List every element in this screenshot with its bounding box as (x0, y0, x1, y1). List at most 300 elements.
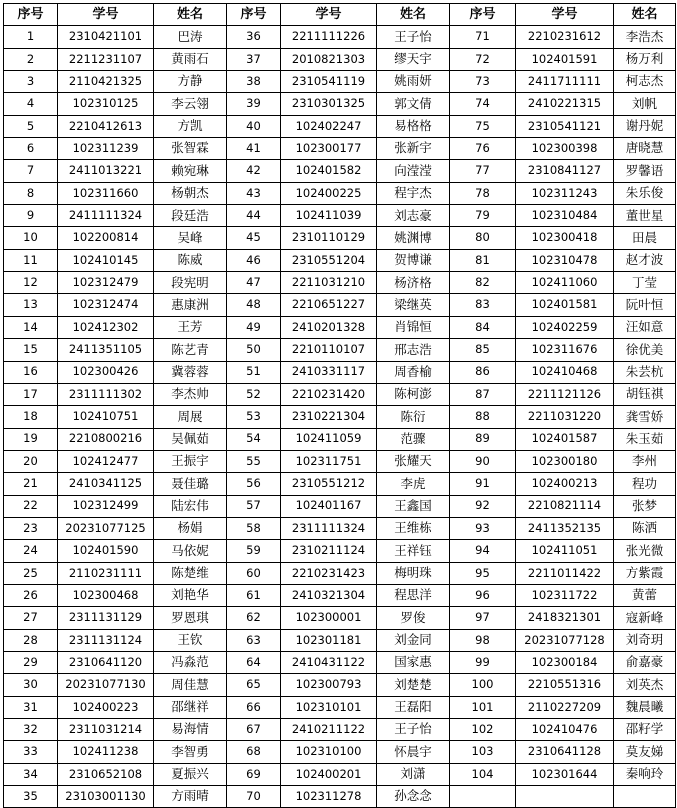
name-cell: 李杰帅 (154, 383, 227, 405)
student-id-cell: 102300793 (281, 674, 377, 696)
student-id-cell: 102311676 (516, 339, 614, 361)
name-cell: 向滢滢 (377, 160, 450, 182)
student-id-cell: 2311111324 (281, 517, 377, 539)
student-id-cell: 102312474 (58, 294, 154, 316)
name-cell: 易海情 (154, 719, 227, 741)
name-cell: 聂佳璐 (154, 473, 227, 495)
student-id-cell: 2411352135 (516, 517, 614, 539)
name-cell: 梅明珠 (377, 562, 450, 584)
seq-cell: 81 (450, 249, 516, 271)
student-id-cell: 2210651227 (281, 294, 377, 316)
student-id-cell: 102300418 (516, 227, 614, 249)
student-id-cell: 102410145 (58, 249, 154, 271)
seq-cell: 46 (227, 249, 281, 271)
seq-cell: 68 (227, 741, 281, 763)
student-id-cell: 102311243 (516, 182, 614, 204)
seq-cell: 24 (4, 540, 58, 562)
name-cell: 王磊阳 (377, 696, 450, 718)
name-cell: 阮叶恒 (614, 294, 676, 316)
seq-cell: 86 (450, 361, 516, 383)
seq-cell: 20 (4, 450, 58, 472)
name-cell: 张梦 (614, 495, 676, 517)
name-cell: 龚雪娇 (614, 406, 676, 428)
seq-cell: 85 (450, 339, 516, 361)
seq-cell: 62 (227, 607, 281, 629)
seq-cell: 52 (227, 383, 281, 405)
student-id-cell: 2210231423 (281, 562, 377, 584)
seq-cell: 104 (450, 763, 516, 785)
student-id-cell: 2410201328 (281, 316, 377, 338)
name-cell: 邵继祥 (154, 696, 227, 718)
name-cell: 郭文倩 (377, 93, 450, 115)
student-id-cell: 20231077128 (516, 629, 614, 651)
student-id-cell: 2310211124 (281, 540, 377, 562)
name-cell: 杨济格 (377, 272, 450, 294)
name-cell: 段廷浩 (154, 205, 227, 227)
seq-cell: 96 (450, 584, 516, 606)
name-cell: 国家惠 (377, 651, 450, 673)
seq-cell: 92 (450, 495, 516, 517)
student-id-cell: 2210231420 (281, 383, 377, 405)
student-id-cell: 2211231107 (58, 48, 154, 70)
name-cell: 冀蓉蓉 (154, 361, 227, 383)
student-id-cell: 2310221304 (281, 406, 377, 428)
table-row (4, 138, 676, 160)
student-id-cell: 2311131124 (58, 629, 154, 651)
student-id-cell: 2410331117 (281, 361, 377, 383)
name-cell: 王钦 (154, 629, 227, 651)
header-seq-group-2: 序号 (227, 4, 281, 26)
seq-cell: 73 (450, 71, 516, 93)
seq-cell: 67 (227, 719, 281, 741)
name-cell: 赵才波 (614, 249, 676, 271)
name-cell: 王子怡 (377, 719, 450, 741)
seq-cell: 44 (227, 205, 281, 227)
student-id-cell: 102412302 (58, 316, 154, 338)
name-cell: 朱芸杭 (614, 361, 676, 383)
name-cell: 寇新峰 (614, 607, 676, 629)
student-id-cell: 102411051 (516, 540, 614, 562)
student-id-cell: 2211011422 (516, 562, 614, 584)
name-cell: 唐晓慧 (614, 138, 676, 160)
name-cell: 王子怡 (377, 26, 450, 48)
name-cell: 陈洒 (614, 517, 676, 539)
seq-cell: 90 (450, 450, 516, 472)
table-row (4, 182, 676, 204)
name-cell: 董世星 (614, 205, 676, 227)
seq-cell: 64 (227, 651, 281, 673)
name-cell: 周香榆 (377, 361, 450, 383)
name-cell: 段宪明 (154, 272, 227, 294)
name-cell: 王振宇 (154, 450, 227, 472)
student-id-cell: 2310641120 (58, 651, 154, 673)
student-id-cell: 102400223 (58, 696, 154, 718)
name-cell: 方紫霞 (614, 562, 676, 584)
name-cell: 肖锦恒 (377, 316, 450, 338)
seq-cell: 59 (227, 540, 281, 562)
table-row (4, 361, 676, 383)
student-id-cell: 102200814 (58, 227, 154, 249)
seq-cell: 25 (4, 562, 58, 584)
name-cell: 方凯 (154, 115, 227, 137)
table-row (4, 227, 676, 249)
seq-cell: 13 (4, 294, 58, 316)
seq-cell: 40 (227, 115, 281, 137)
seq-cell: 101 (450, 696, 516, 718)
student-id-cell: 102311722 (516, 584, 614, 606)
student-id-cell: 102402259 (516, 316, 614, 338)
student-id-cell: 102411238 (58, 741, 154, 763)
seq-cell: 41 (227, 138, 281, 160)
seq-cell: 2 (4, 48, 58, 70)
student-id-cell: 102300184 (516, 651, 614, 673)
student-id-cell: 2311131129 (58, 607, 154, 629)
table-row (4, 450, 676, 472)
header-name-group-1: 姓名 (154, 4, 227, 26)
name-cell: 夏振兴 (154, 763, 227, 785)
seq-cell: 75 (450, 115, 516, 137)
name-cell: 孙念念 (377, 786, 450, 808)
student-id-cell: 2410341125 (58, 473, 154, 495)
name-cell: 秦响玲 (614, 763, 676, 785)
student-id-cell: 2410211122 (281, 719, 377, 741)
seq-cell: 100 (450, 674, 516, 696)
seq-cell: 36 (227, 26, 281, 48)
student-id-cell: 102310478 (516, 249, 614, 271)
name-cell: 刘金同 (377, 629, 450, 651)
table-row (4, 93, 676, 115)
seq-cell: 47 (227, 272, 281, 294)
student-id-cell: 2210110107 (281, 339, 377, 361)
name-cell: 梁继英 (377, 294, 450, 316)
seq-cell: 72 (450, 48, 516, 70)
seq-cell: 76 (450, 138, 516, 160)
name-cell: 黄雨石 (154, 48, 227, 70)
seq-cell: 77 (450, 160, 516, 182)
seq-cell: 93 (450, 517, 516, 539)
seq-cell: 99 (450, 651, 516, 673)
name-cell: 陈楚维 (154, 562, 227, 584)
table-row (4, 406, 676, 428)
seq-cell: 80 (450, 227, 516, 249)
name-cell: 贺博谦 (377, 249, 450, 271)
student-id-cell: 102312479 (58, 272, 154, 294)
name-cell: 俞嘉豪 (614, 651, 676, 673)
student-id-cell: 2310551204 (281, 249, 377, 271)
student-id-cell (516, 786, 614, 808)
seq-cell: 97 (450, 607, 516, 629)
student-id-cell: 102400225 (281, 182, 377, 204)
header-student-id-group-2: 学号 (281, 4, 377, 26)
student-id-cell: 102310101 (281, 696, 377, 718)
student-id-cell: 102401587 (516, 428, 614, 450)
student-id-cell: 2210800216 (58, 428, 154, 450)
seq-cell: 60 (227, 562, 281, 584)
table-row (4, 272, 676, 294)
seq-cell (450, 786, 516, 808)
student-id-cell: 2210551316 (516, 674, 614, 696)
student-id-cell: 102410476 (516, 719, 614, 741)
student-id-cell: 2311031214 (58, 719, 154, 741)
name-cell: 邵籽学 (614, 719, 676, 741)
student-id-cell: 102310484 (516, 205, 614, 227)
student-id-cell: 2010821303 (281, 48, 377, 70)
roster-table-wrapper (3, 3, 676, 808)
student-id-cell: 102402247 (281, 115, 377, 137)
name-cell: 罗馨语 (614, 160, 676, 182)
seq-cell: 29 (4, 651, 58, 673)
name-cell: 谢丹妮 (614, 115, 676, 137)
seq-cell: 7 (4, 160, 58, 182)
seq-cell: 21 (4, 473, 58, 495)
student-id-cell: 102411039 (281, 205, 377, 227)
seq-cell: 32 (4, 719, 58, 741)
seq-cell: 58 (227, 517, 281, 539)
name-cell: 魏晨曦 (614, 696, 676, 718)
name-cell: 吴佩茹 (154, 428, 227, 450)
name-cell: 刘艳华 (154, 584, 227, 606)
name-cell: 王鑫国 (377, 495, 450, 517)
name-cell: 方静 (154, 71, 227, 93)
name-cell: 张新宇 (377, 138, 450, 160)
table-row (4, 294, 676, 316)
header-student-id-group-3: 学号 (516, 4, 614, 26)
table-row (4, 696, 676, 718)
student-id-cell: 2310421101 (58, 26, 154, 48)
table-row (4, 651, 676, 673)
name-cell: 陈衍 (377, 406, 450, 428)
student-id-cell: 102301644 (516, 763, 614, 785)
name-cell: 张智霖 (154, 138, 227, 160)
seq-cell: 15 (4, 339, 58, 361)
seq-cell: 82 (450, 272, 516, 294)
seq-cell: 54 (227, 428, 281, 450)
student-id-cell: 102300468 (58, 584, 154, 606)
seq-cell: 103 (450, 741, 516, 763)
name-cell: 田晨 (614, 227, 676, 249)
seq-cell: 6 (4, 138, 58, 160)
seq-cell: 91 (450, 473, 516, 495)
name-cell: 李州 (614, 450, 676, 472)
student-id-cell: 2310541119 (281, 71, 377, 93)
name-cell: 程功 (614, 473, 676, 495)
seq-cell: 87 (450, 383, 516, 405)
table-header-row (4, 4, 676, 26)
student-id-cell: 2310652108 (58, 763, 154, 785)
student-id-cell: 102400213 (516, 473, 614, 495)
name-cell: 朱乐俊 (614, 182, 676, 204)
student-id-cell: 102300177 (281, 138, 377, 160)
seq-cell: 12 (4, 272, 58, 294)
student-id-cell: 2310301325 (281, 93, 377, 115)
table-row (4, 26, 676, 48)
table-row (4, 741, 676, 763)
seq-cell: 71 (450, 26, 516, 48)
name-cell: 陈艺青 (154, 339, 227, 361)
table-row (4, 428, 676, 450)
seq-cell: 4 (4, 93, 58, 115)
student-id-cell: 102311278 (281, 786, 377, 808)
student-id-cell: 2418321301 (516, 607, 614, 629)
seq-cell: 50 (227, 339, 281, 361)
student-id-cell: 2410431122 (281, 651, 377, 673)
student-id-cell: 102300001 (281, 607, 377, 629)
name-cell: 张光微 (614, 540, 676, 562)
student-id-cell: 2310641128 (516, 741, 614, 763)
table-row (4, 473, 676, 495)
student-id-cell: 2310110129 (281, 227, 377, 249)
name-cell (614, 786, 676, 808)
seq-cell: 43 (227, 182, 281, 204)
name-cell: 杨万利 (614, 48, 676, 70)
student-id-cell: 102312499 (58, 495, 154, 517)
student-id-cell: 102300180 (516, 450, 614, 472)
table-row (4, 115, 676, 137)
student-id-cell: 2411351105 (58, 339, 154, 361)
student-id-cell: 2210821114 (516, 495, 614, 517)
name-cell: 李智勇 (154, 741, 227, 763)
student-id-cell: 102310100 (281, 741, 377, 763)
name-cell: 陆宏伟 (154, 495, 227, 517)
table-row (4, 316, 676, 338)
seq-cell: 38 (227, 71, 281, 93)
name-cell: 怀晨宇 (377, 741, 450, 763)
seq-cell: 14 (4, 316, 58, 338)
seq-cell: 22 (4, 495, 58, 517)
name-cell: 丁莹 (614, 272, 676, 294)
name-cell: 周佳慧 (154, 674, 227, 696)
name-cell: 巴涛 (154, 26, 227, 48)
student-id-cell: 102311751 (281, 450, 377, 472)
seq-cell: 11 (4, 249, 58, 271)
seq-cell: 1 (4, 26, 58, 48)
name-cell: 王芳 (154, 316, 227, 338)
student-roster-table (3, 3, 676, 808)
seq-cell: 57 (227, 495, 281, 517)
seq-cell: 94 (450, 540, 516, 562)
table-row (4, 674, 676, 696)
seq-cell: 102 (450, 719, 516, 741)
name-cell: 陈柯澎 (377, 383, 450, 405)
seq-cell: 95 (450, 562, 516, 584)
seq-cell: 53 (227, 406, 281, 428)
student-id-cell: 20231077130 (58, 674, 154, 696)
table-row (4, 71, 676, 93)
name-cell: 刘英杰 (614, 674, 676, 696)
table-row (4, 383, 676, 405)
header-name-group-2: 姓名 (377, 4, 450, 26)
name-cell: 吴峰 (154, 227, 227, 249)
name-cell: 陈威 (154, 249, 227, 271)
seq-cell: 3 (4, 71, 58, 93)
student-id-cell: 2211121126 (516, 383, 614, 405)
seq-cell: 28 (4, 629, 58, 651)
seq-cell: 98 (450, 629, 516, 651)
header-student-id-group-1: 学号 (58, 4, 154, 26)
seq-cell: 39 (227, 93, 281, 115)
student-id-cell: 102300426 (58, 361, 154, 383)
seq-cell: 10 (4, 227, 58, 249)
name-cell: 胡钰祺 (614, 383, 676, 405)
student-id-cell: 2410221315 (516, 93, 614, 115)
table-row (4, 48, 676, 70)
seq-cell: 65 (227, 674, 281, 696)
table-row (4, 339, 676, 361)
student-id-cell: 102301181 (281, 629, 377, 651)
header-seq-group-3: 序号 (450, 4, 516, 26)
student-id-cell: 102310125 (58, 93, 154, 115)
table-row (4, 607, 676, 629)
seq-cell: 88 (450, 406, 516, 428)
name-cell: 易格格 (377, 115, 450, 137)
student-id-cell: 2110227209 (516, 696, 614, 718)
student-id-cell: 102411060 (516, 272, 614, 294)
header-name-group-3: 姓名 (614, 4, 676, 26)
name-cell: 惠康洲 (154, 294, 227, 316)
seq-cell: 19 (4, 428, 58, 450)
name-cell: 柯志杰 (614, 71, 676, 93)
student-id-cell: 2310541121 (516, 115, 614, 137)
student-id-cell: 2210412613 (58, 115, 154, 137)
student-id-cell: 102311660 (58, 182, 154, 204)
seq-cell: 18 (4, 406, 58, 428)
student-id-cell: 2411711111 (516, 71, 614, 93)
table-row (4, 584, 676, 606)
seq-cell: 55 (227, 450, 281, 472)
seq-cell: 61 (227, 584, 281, 606)
table-row (4, 495, 676, 517)
name-cell: 马依妮 (154, 540, 227, 562)
student-id-cell: 102400201 (281, 763, 377, 785)
name-cell: 李云翎 (154, 93, 227, 115)
student-id-cell: 2411013221 (58, 160, 154, 182)
table-row (4, 160, 676, 182)
seq-cell: 5 (4, 115, 58, 137)
name-cell: 刘潇 (377, 763, 450, 785)
student-id-cell: 2311111302 (58, 383, 154, 405)
name-cell: 李浩杰 (614, 26, 676, 48)
seq-cell: 17 (4, 383, 58, 405)
seq-cell: 66 (227, 696, 281, 718)
student-id-cell: 2210231612 (516, 26, 614, 48)
seq-cell: 16 (4, 361, 58, 383)
name-cell: 杨娟 (154, 517, 227, 539)
name-cell: 李虎 (377, 473, 450, 495)
name-cell: 朱玉茹 (614, 428, 676, 450)
student-id-cell: 102410468 (516, 361, 614, 383)
seq-cell: 45 (227, 227, 281, 249)
student-id-cell: 102300398 (516, 138, 614, 160)
seq-cell: 74 (450, 93, 516, 115)
table-row (4, 562, 676, 584)
seq-cell: 26 (4, 584, 58, 606)
table-row (4, 540, 676, 562)
seq-cell: 56 (227, 473, 281, 495)
seq-cell: 70 (227, 786, 281, 808)
name-cell: 刘楚楚 (377, 674, 450, 696)
seq-cell: 69 (227, 763, 281, 785)
name-cell: 赖宛琳 (154, 160, 227, 182)
seq-cell: 63 (227, 629, 281, 651)
seq-cell: 27 (4, 607, 58, 629)
student-id-cell: 102401591 (516, 48, 614, 70)
seq-cell: 8 (4, 182, 58, 204)
seq-cell: 42 (227, 160, 281, 182)
header-seq-group-1: 序号 (4, 4, 58, 26)
table-row (4, 629, 676, 651)
name-cell: 缪天宇 (377, 48, 450, 70)
seq-cell: 83 (450, 294, 516, 316)
